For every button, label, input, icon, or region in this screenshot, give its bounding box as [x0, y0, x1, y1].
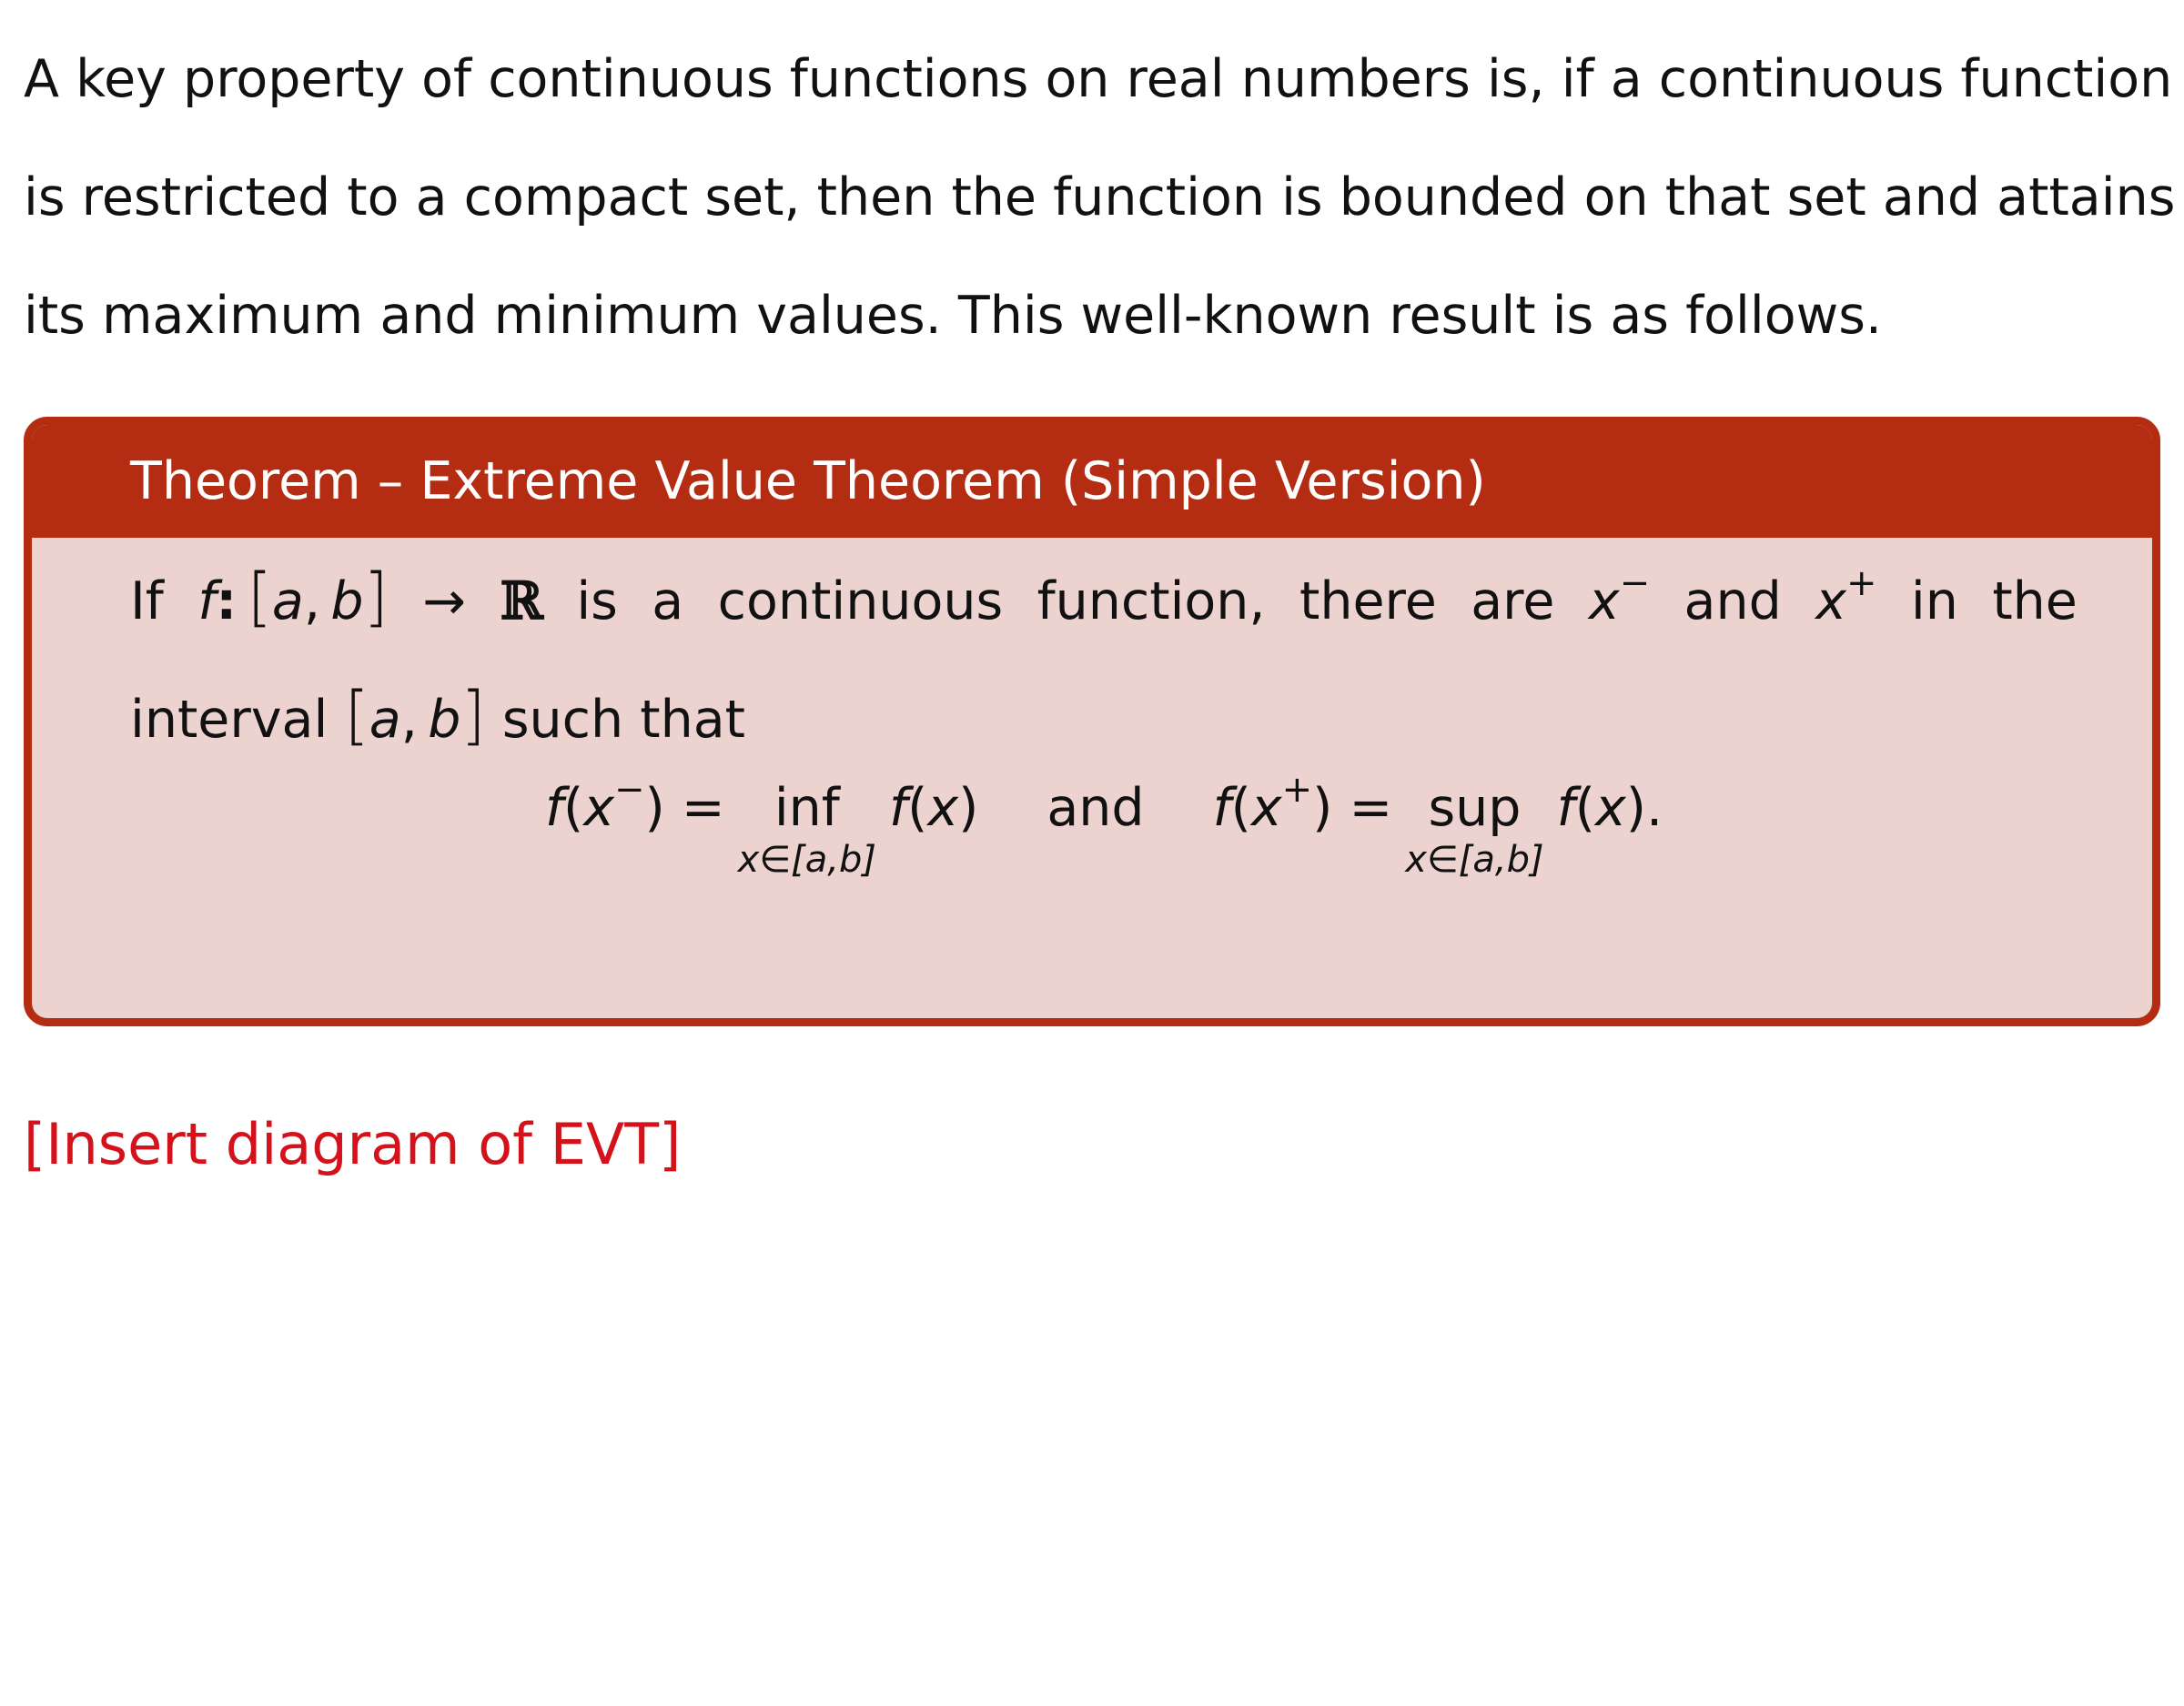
word-is: is	[576, 571, 618, 631]
theorem-statement-line-1	[130, 538, 2078, 656]
math-f: f	[889, 778, 908, 838]
math-left-bracket: [	[247, 560, 272, 634]
sup-subscript: x∈[a,b]	[1405, 839, 1544, 881]
intro-line-3: its maximum and minimum values. This well-known result is as follows.	[24, 286, 1883, 346]
word-such-that: such that	[501, 690, 745, 750]
math-right-paren: )	[1625, 778, 1646, 838]
math-superscript-minus: −	[1619, 562, 1651, 604]
math-x-minus	[1589, 542, 1650, 661]
diagram-placeholder-note: [Insert diagram of EVT]	[24, 1111, 682, 1177]
math-x: x	[927, 778, 959, 838]
math-left-paren: (	[1230, 778, 1251, 838]
math-x: x	[1588, 571, 1620, 631]
intro-line-2: is restricted to a compact set, then the function is bounded on that set and attains	[24, 167, 2176, 227]
math-a: a	[369, 690, 401, 750]
math-equals: =	[1349, 778, 1393, 838]
math-x: x	[1594, 778, 1626, 838]
math-right-paren: )	[958, 778, 979, 838]
math-right-paren: )	[644, 778, 665, 838]
intro-paragraph	[24, 20, 2176, 375]
math-left-bracket: [	[344, 678, 369, 752]
word-if: If	[130, 571, 164, 631]
sup-label: sup	[1428, 778, 1522, 838]
word-continuous: continuous	[717, 571, 1004, 631]
word-the: the	[1992, 571, 2078, 631]
math-right-bracket: ]	[460, 678, 486, 752]
math-left-paren: (	[907, 778, 928, 838]
theorem-statement-line-2	[130, 656, 2078, 774]
math-superscript-plus: +	[1281, 769, 1313, 811]
math-superscript-minus: −	[614, 769, 645, 811]
math-comma: ,	[303, 571, 320, 631]
interval-ab	[344, 678, 486, 752]
word-a: a	[652, 571, 684, 631]
math-superscript-plus: +	[1845, 562, 1877, 604]
inf-label: inf	[774, 778, 840, 838]
word-function: function,	[1036, 571, 1266, 631]
sup-operator	[1405, 776, 1543, 880]
math-f: f	[1212, 778, 1231, 838]
math-x: x	[1250, 778, 1282, 838]
function-signature	[197, 538, 389, 661]
math-x: x	[583, 778, 614, 838]
math-b: b	[330, 571, 364, 631]
math-f: f	[544, 778, 564, 838]
theorem-box	[24, 417, 2160, 1026]
math-left-paren: (	[563, 778, 584, 838]
lhs-f-x-plus	[1212, 769, 1393, 840]
inf-subscript: x∈[a,b]	[737, 839, 876, 881]
math-arrow: →	[422, 571, 467, 631]
inf-operator	[738, 776, 876, 880]
math-period: .	[1645, 778, 1663, 838]
display-and: and	[1046, 778, 1145, 838]
math-a: a	[271, 571, 304, 631]
math-x: x	[1815, 571, 1846, 631]
word-are: are	[1471, 571, 1555, 631]
math-reals: ℝ	[500, 570, 542, 631]
math-comma: ,	[400, 690, 418, 750]
intro-line-1: A key property of continuous functions on real numbers is, if a continuous function	[24, 49, 2173, 109]
equation-max	[1212, 769, 1663, 881]
math-right-bracket: ]	[363, 560, 389, 634]
math-b: b	[428, 690, 461, 750]
math-f: f	[1556, 778, 1575, 838]
math-left-paren: (	[1574, 778, 1595, 838]
display-equation	[130, 769, 2078, 903]
theorem-title: Theorem – Extreme Value Theorem (Simple Version)	[32, 425, 2152, 538]
word-there: there	[1299, 571, 1437, 631]
word-and: and	[1684, 571, 1782, 631]
rhs-f-x-inf	[889, 776, 978, 840]
math-colon: :	[216, 571, 238, 631]
theorem-body	[130, 538, 2078, 881]
math-right-paren: )	[1312, 778, 1333, 838]
math-equals: =	[681, 778, 725, 838]
math-f: f	[197, 571, 217, 631]
word-interval: interval	[130, 690, 329, 750]
math-x-plus	[1815, 542, 1876, 661]
lhs-f-x-minus	[544, 769, 725, 840]
equation-min	[544, 769, 979, 881]
word-in: in	[1910, 571, 1958, 631]
rhs-f-x-sup	[1557, 776, 1663, 840]
